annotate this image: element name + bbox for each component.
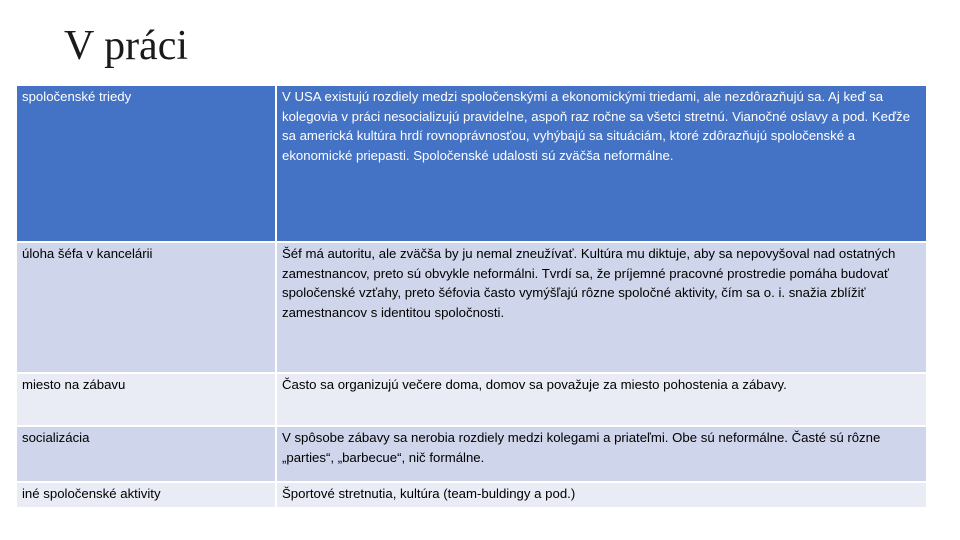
table-row bbox=[16, 482, 927, 508]
row-text: V USA existujú rozdiely medzi spoločenskými a ekonomickými triedami, ale nezdôrazňujú sa. Aj keď sa kolegovia v práci nesocializujú pravidelne, aspoň raz ročne sa všetci stretnú. Vianočné oslavy a pod. Keďže sa americká kultúra hrdí rovnoprávnosťou, vyhýbajú sa situáciám, ktoré zdôrazňujú spoločenské a ekonomické priepasti. Spoločenské udalosti sú zväčša neformálne. bbox=[276, 85, 927, 242]
row-text: Športové stretnutia, kultúra (team-buldingy a pod.) bbox=[276, 482, 927, 508]
row-text: V spôsobe zábavy sa nerobia rozdiely medzi kolegami a priateľmi. Obe sú neformálne. Časté sú rôzne „parties“, „barbecue“, nič formálne. bbox=[276, 426, 927, 482]
row-text: Často sa organizujú večere doma, domov sa považuje za miesto pohostenia a zábavy. bbox=[276, 373, 927, 426]
row-label: úloha šéfa v kancelárii bbox=[16, 242, 276, 373]
table-row bbox=[16, 426, 927, 482]
row-label: spoločenské triedy bbox=[16, 85, 276, 242]
row-label: socializácia bbox=[16, 426, 276, 482]
table-row bbox=[16, 373, 927, 426]
row-label: iné spoločenské aktivity bbox=[16, 482, 276, 508]
slide-title: V práci bbox=[64, 23, 189, 69]
row-label: miesto na zábavu bbox=[16, 373, 276, 426]
table-row bbox=[16, 242, 927, 373]
row-text: Šéf má autoritu, ale zväčša by ju nemal zneužívať. Kultúra mu diktuje, aby sa nepovyšoval nad ostatných zamestnancov, preto sú obvykle neformálni. Tvrdí sa, že príjemné pracovné prostredie pomáha budovať spoločenské vzťahy, preto šéfovia často vymýšľajú rôzne spoločné aktivity, čím sa o. i. snažia zblížiť zamestnancov s identitou spoločnosti. bbox=[276, 242, 927, 373]
table-row bbox=[16, 85, 927, 242]
comparison-table bbox=[15, 84, 928, 509]
